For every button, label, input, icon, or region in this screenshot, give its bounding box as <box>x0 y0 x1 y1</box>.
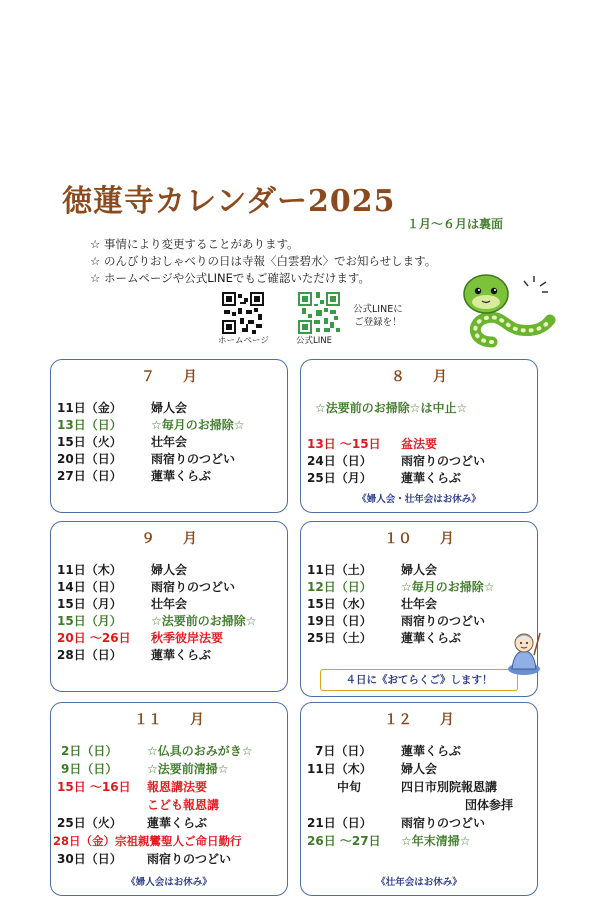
event-date: 12日（日） <box>307 580 372 594</box>
line-qr-label: 公式LINE <box>296 336 332 346</box>
event-row <box>307 833 471 850</box>
event-row <box>307 613 486 630</box>
line-register-note <box>353 303 403 329</box>
month-footer-note: 《婦人会・壮年会はお休み》 <box>357 494 481 505</box>
event-row <box>57 562 188 579</box>
event-date: 15日（月） <box>57 597 122 611</box>
month-heading: ８ 月 <box>391 369 447 385</box>
event-date: 24日（日） <box>307 454 372 468</box>
event-row <box>307 630 462 647</box>
event-date: 27日（日） <box>57 469 122 483</box>
event-name: 蓮華くらぶ <box>151 469 212 483</box>
month-heading: １１ 月 <box>134 712 204 728</box>
event-name: 雨宿りのつどい <box>401 816 486 830</box>
event-date: 25日（月） <box>307 471 372 485</box>
event-row <box>61 743 253 760</box>
month-card-august <box>300 359 538 513</box>
event-date: 30日（日） <box>57 852 122 866</box>
note-item: ☆ のんびりおしゃべりの日は寺報〈白雲碧水〉でお知らせします。 <box>90 254 437 268</box>
event-row <box>57 815 208 832</box>
event-row <box>307 436 438 453</box>
event-name: 雨宿りのつどい <box>401 454 486 468</box>
event-date: 14日（日） <box>57 580 122 594</box>
event-date: 13日 ～15日 <box>307 437 381 451</box>
event-row <box>307 596 438 613</box>
back-side-note: １月～６月は裏面 <box>407 217 504 231</box>
event-name: ☆毎月のお掃除☆ <box>401 580 495 594</box>
event-row <box>57 596 188 613</box>
event-name: 団体参拝 <box>465 798 514 812</box>
event-row <box>57 779 208 796</box>
notes-list <box>90 236 436 287</box>
event-row <box>307 761 438 778</box>
event-name: 雨宿りのつどい <box>151 580 236 594</box>
event-date: 11日（土） <box>307 563 372 577</box>
event-name: 雨宿りのつどい <box>401 614 486 628</box>
event-row <box>57 613 257 630</box>
event-row <box>57 579 236 596</box>
month-card-september <box>50 521 288 692</box>
calendar-title: 徳蓮寺カレンダー2025 <box>62 184 396 219</box>
event-row <box>307 562 438 579</box>
homepage-qr-code-icon[interactable] <box>222 292 264 334</box>
month-heading: １０ 月 <box>384 531 454 547</box>
event-date: 20日 ～26日 <box>57 631 131 645</box>
event-name: 四日市別院報恩講 <box>401 780 498 794</box>
event-date: 15日（火） <box>57 435 122 449</box>
event-name: 壮年会 <box>151 435 188 449</box>
event-name: 婦人会 <box>151 563 188 577</box>
event-date: 25日（土） <box>307 631 372 645</box>
event-date: 21日（日） <box>307 816 372 830</box>
event-name: 蓮華くらぶ <box>151 648 212 662</box>
event-name: ☆法要前清掃☆ <box>147 762 229 776</box>
event-row <box>57 468 212 485</box>
homepage-qr-label: ホームページ <box>218 336 269 346</box>
line-register-text: ご登録を！ <box>354 317 402 328</box>
month-heading: ９ 月 <box>141 531 197 547</box>
event-row <box>57 451 236 468</box>
month-card-november <box>50 702 288 896</box>
event-date: 11日（木） <box>57 563 122 577</box>
event-name: 婦人会 <box>401 762 438 776</box>
event-date: 15日 ～16日 <box>57 780 131 794</box>
event-name: ☆仏具のおみがき☆ <box>147 744 253 758</box>
month-heading: １２ 月 <box>384 712 454 728</box>
note-item: ☆ 事情により変更することがあります。 <box>90 237 299 251</box>
event-row <box>315 743 462 760</box>
event-date: 11日（金） <box>57 401 122 415</box>
event-name: 壮年会 <box>401 597 438 611</box>
event-name: 壮年会 <box>151 597 188 611</box>
note-item: ☆ ホームページや公式LINEでもご確認いただけます。 <box>90 271 370 285</box>
event-name: 盆法要 <box>401 437 438 451</box>
event-name: 報恩講法要 <box>147 780 208 794</box>
event-row <box>57 400 188 417</box>
line-register-text: 公式LINEに <box>353 304 403 315</box>
event-name: 蓮華くらぶ <box>401 744 462 758</box>
cleaning-cancelled-note: ☆法要前のお掃除☆は中止☆ <box>315 401 468 415</box>
event-date: 20日（日） <box>57 452 122 466</box>
event-date: 15日（水） <box>307 597 372 611</box>
event-date: 28日（日） <box>57 648 122 662</box>
event-name: ☆法要前のお掃除☆ <box>151 614 257 628</box>
event-row <box>57 851 232 868</box>
event-row <box>307 470 462 487</box>
otera-rakugo-notice: ４日に《おてらくご》します！ <box>320 669 518 691</box>
event-date: 19日（日） <box>307 614 372 628</box>
event-name: 秋季彼岸法要 <box>151 631 224 645</box>
event-date: 7日（日） <box>315 744 372 758</box>
event-row <box>61 761 229 778</box>
shinran-memorial-event: 28日（金）宗祖親鸞聖人ご命日勤行 <box>53 834 242 848</box>
event-name: 蓮華くらぶ <box>147 816 208 830</box>
event-row <box>337 779 498 796</box>
event-name: 蓮華くらぶ <box>401 631 462 645</box>
event-date: 15日（月） <box>57 614 122 628</box>
event-row <box>57 417 245 434</box>
event-row <box>307 453 486 470</box>
event-row <box>57 630 224 647</box>
event-row <box>307 579 495 596</box>
event-name: 婦人会 <box>401 563 438 577</box>
event-name: 蓮華くらぶ <box>401 471 462 485</box>
month-card-december <box>300 702 538 896</box>
event-date: 11日（木） <box>307 762 372 776</box>
event-name: こども報恩講 <box>147 798 220 812</box>
month-card-july <box>50 359 288 513</box>
event-date: 2日（日） <box>61 744 118 758</box>
event-date: 9日（日） <box>61 762 118 776</box>
event-row <box>57 434 188 451</box>
event-row <box>57 647 212 664</box>
event-date: 中旬 <box>337 780 362 794</box>
event-name: 雨宿りのつどい <box>147 852 232 866</box>
event-date: 13日（日） <box>57 418 122 432</box>
month-footer-note: 《婦人会はお休み》 <box>126 877 212 888</box>
snake-mascot-icon <box>462 272 562 348</box>
event-date: 25日（火） <box>57 816 122 830</box>
event-name: 雨宿りのつどい <box>151 452 236 466</box>
event-name: 婦人会 <box>151 401 188 415</box>
event-row <box>307 815 486 832</box>
rakugo-monk-icon <box>506 629 542 675</box>
event-date: 26日 ～27日 <box>307 834 381 848</box>
event-name: ☆毎月のお掃除☆ <box>151 418 245 432</box>
month-footer-note: 《壮年会はお休み》 <box>376 877 462 888</box>
month-heading: ７ 月 <box>141 369 197 385</box>
line-qr-code-icon[interactable] <box>298 292 340 334</box>
event-name: ☆年末清掃☆ <box>401 834 471 848</box>
